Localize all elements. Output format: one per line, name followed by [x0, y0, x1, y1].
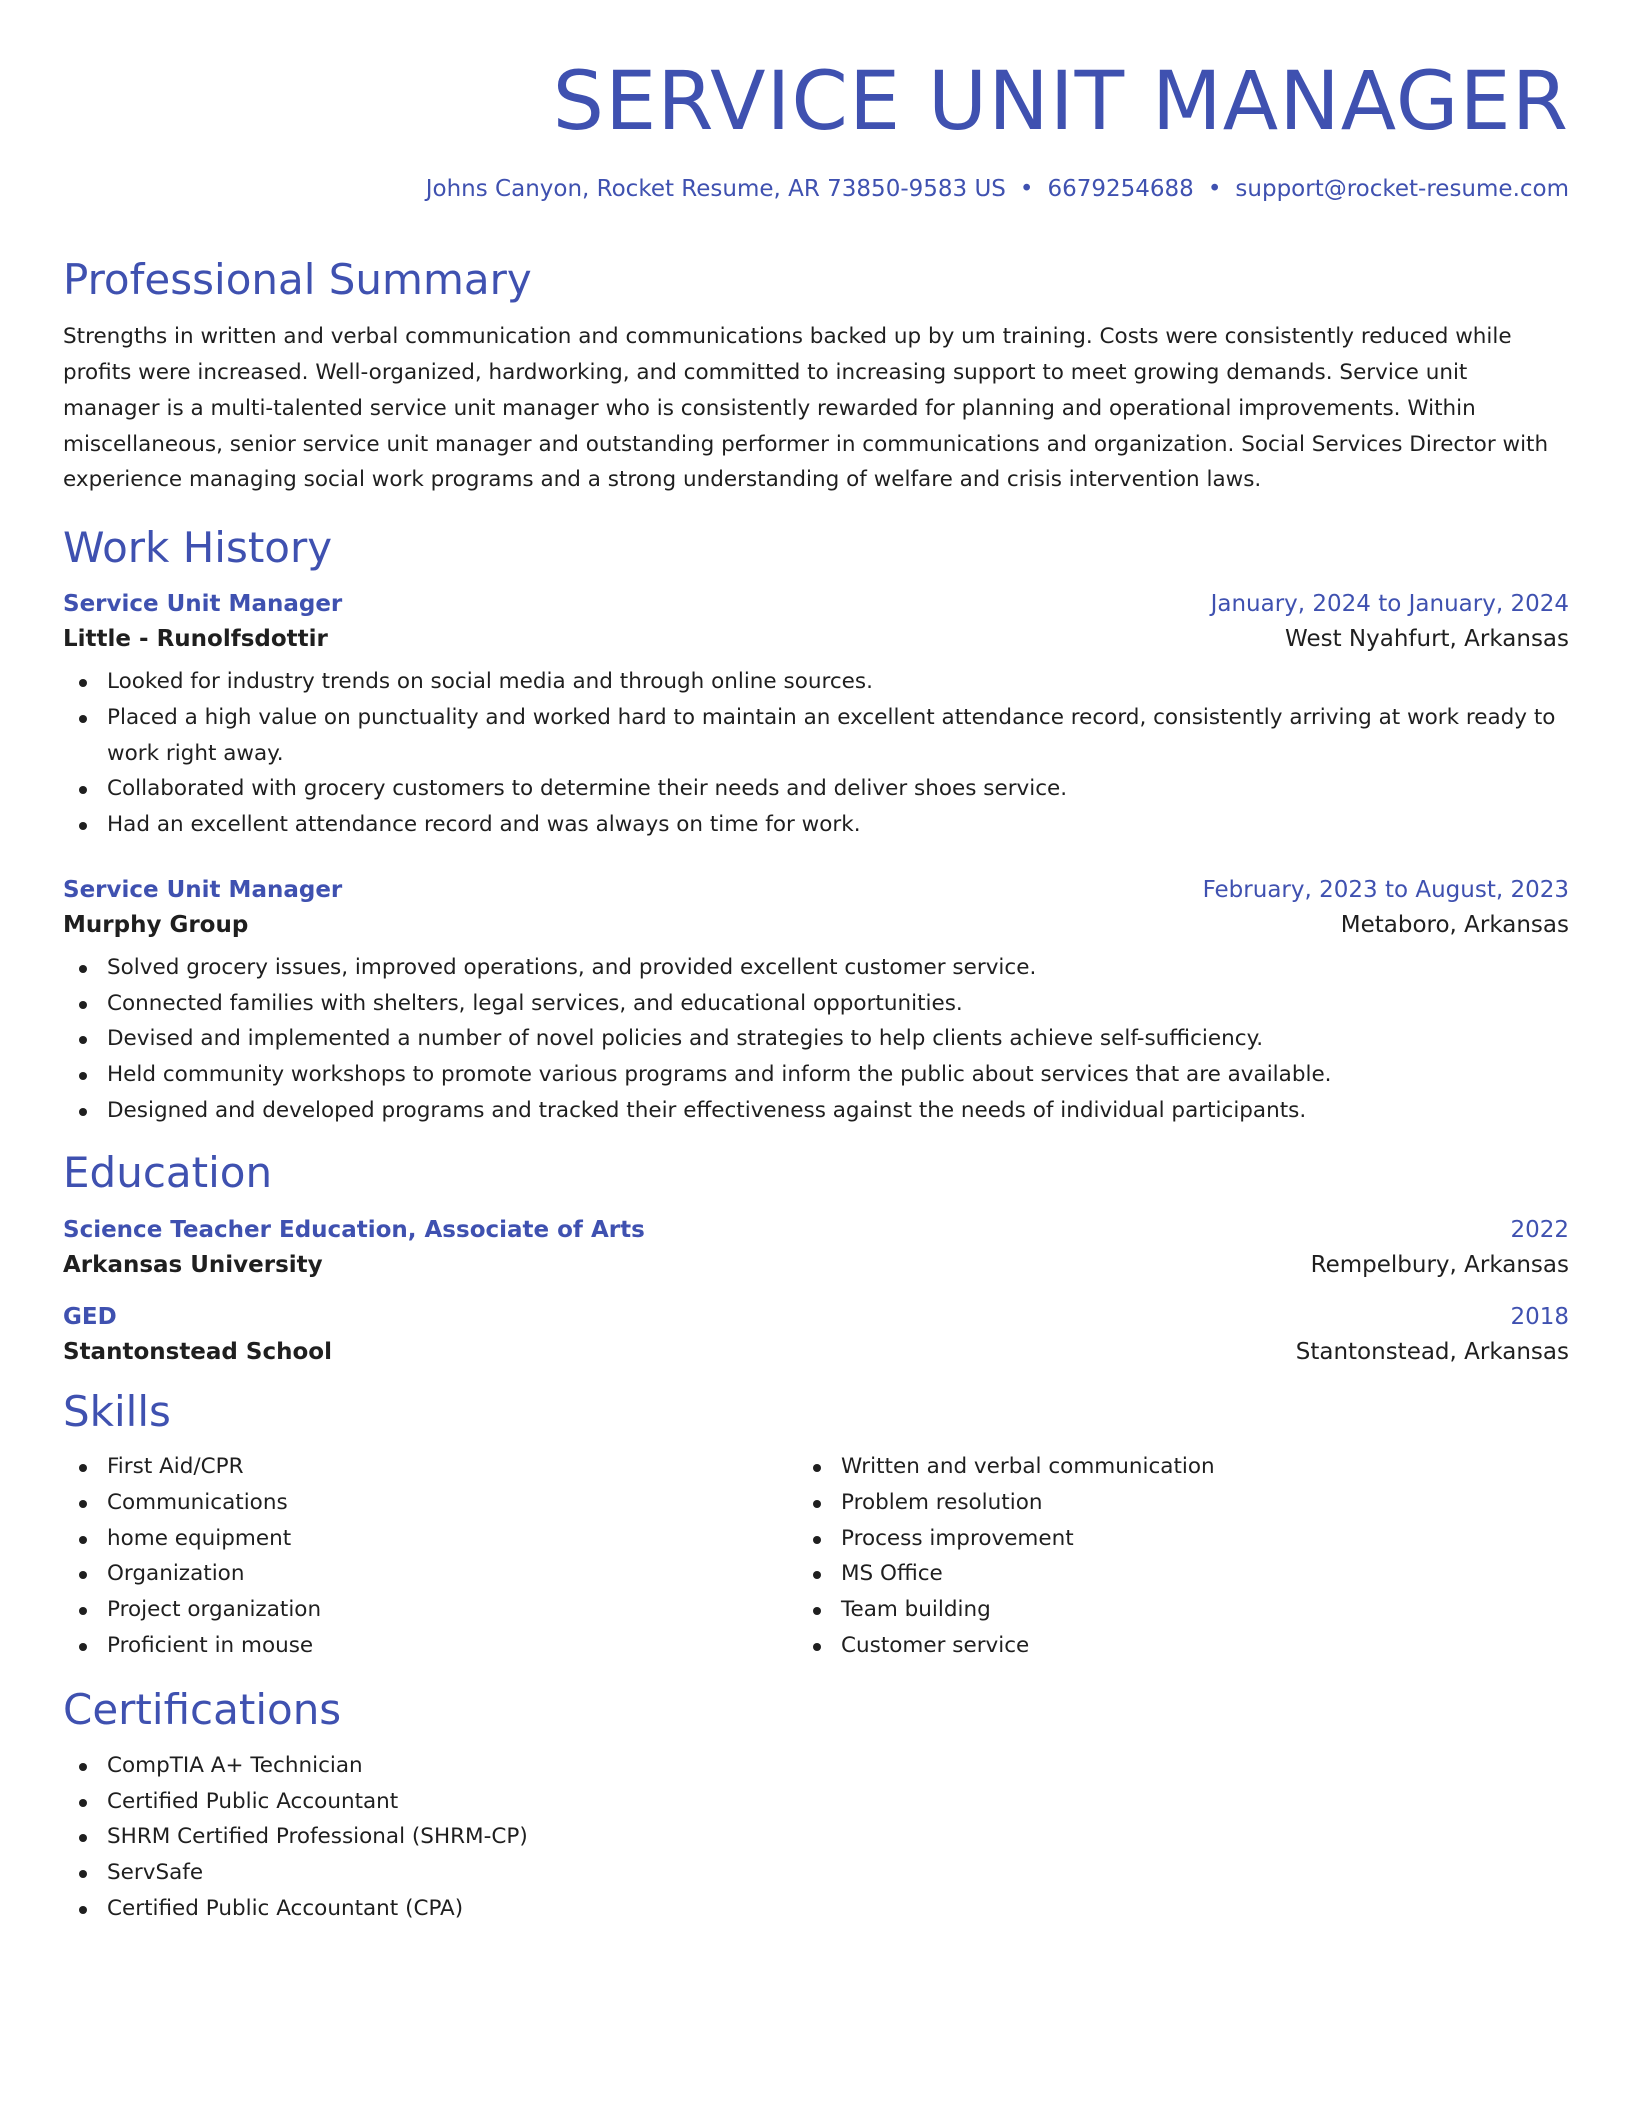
- school-name: Arkansas University: [63, 1251, 323, 1278]
- job-title-row: [63, 877, 1569, 903]
- list-item: Communications: [63, 1485, 797, 1521]
- school-row: [63, 1339, 1569, 1365]
- job-title: Service Unit Manager: [63, 591, 343, 618]
- list-item: Devised and implemented a number of novel policies and strategies to help clients achieve self-sufficiency.: [63, 1021, 1569, 1057]
- section-title-skills: Skills: [63, 1386, 171, 1436]
- education-entry: [63, 1304, 1569, 1365]
- job-title-row: [63, 591, 1569, 617]
- summary-text: Strengths in written and verbal communication and communications backed up by um training. Costs were consistently reduced while profits were increased. Well-organized, hardworking, and committed to increasing support to meet growing demands. Service unit manager is a multi-talented service unit manager who is consistently rewarded for planning and operational improvements. Within miscellaneous, senior service unit manager and outstanding performer in communications and organization. Social Services Director with experience managing social work programs and a strong understanding of welfare and crisis intervention laws.: [63, 324, 1549, 493]
- list-item: Connected families with shelters, legal services, and educational opportunities.: [63, 986, 1569, 1022]
- section-title-work: Work History: [63, 522, 333, 572]
- list-item: Proficient in mouse: [63, 1628, 797, 1664]
- list-item: Certified Public Accountant: [63, 1784, 1569, 1820]
- list-item: SHRM Certified Professional (SHRM-CP): [63, 1819, 1569, 1855]
- job-dates: February, 2023 to August, 2023: [1202, 876, 1569, 903]
- job-entry: [63, 591, 1569, 843]
- list-item: Designed and developed programs and tracked their effectiveness against the needs of individual participants.: [63, 1093, 1569, 1129]
- school-location: Stantonstead, Arkansas: [1295, 1338, 1569, 1365]
- phone: 6679254688: [1047, 176, 1194, 203]
- list-item: Placed a high value on punctuality and worked hard to maintain an excellent attendance record, consistently arriving at work ready to work right away.: [63, 700, 1569, 771]
- skills-list-left: [63, 1449, 797, 1663]
- job-location: West Nyahfurt, Arkansas: [1285, 626, 1569, 653]
- contact-line: [63, 175, 1569, 205]
- job-bullets: [63, 664, 1569, 843]
- list-item: Team building: [797, 1592, 1531, 1628]
- list-item: Held community workshops to promote various programs and inform the public about services that are available.: [63, 1057, 1569, 1093]
- list-item: Solved grocery issues, improved operations, and provided excellent customer service.: [63, 950, 1569, 986]
- section-title-certifications: Certifications: [63, 1685, 342, 1735]
- job-location: Metaboro, Arkansas: [1340, 911, 1569, 938]
- job-company: Little - Runolfsdottir: [63, 626, 328, 653]
- separator-dot: •: [1019, 176, 1034, 203]
- list-item: Certified Public Accountant (CPA): [63, 1891, 1569, 1927]
- certifications-section: [63, 1685, 1569, 1926]
- list-item: Problem resolution: [797, 1485, 1531, 1521]
- list-item: Had an excellent attendance record and was always on time for work.: [63, 807, 1569, 843]
- list-item: Collaborated with grocery customers to determine their needs and deliver shoes service.: [63, 771, 1569, 807]
- work-history-section: [63, 523, 1569, 1128]
- education-section: [63, 1148, 1569, 1364]
- list-item: Process improvement: [797, 1521, 1531, 1557]
- list-item: Customer service: [797, 1628, 1531, 1664]
- school-location: Rempelbury, Arkansas: [1310, 1251, 1569, 1278]
- job-company: Murphy Group: [63, 911, 249, 938]
- list-item: Looked for industry trends on social media and through online sources.: [63, 664, 1569, 700]
- graduation-year: 2018: [1510, 1303, 1569, 1330]
- candidate-title: SERVICE UNIT MANAGER: [552, 55, 1569, 149]
- list-item: First Aid/CPR: [63, 1449, 797, 1485]
- skills-section: [63, 1387, 1569, 1664]
- graduation-year: 2022: [1510, 1216, 1569, 1243]
- list-item: Organization: [63, 1556, 797, 1592]
- list-item: CompTIA A+ Technician: [63, 1748, 1569, 1784]
- job-entry: [63, 877, 1569, 1129]
- school-row: [63, 1252, 1569, 1278]
- job-title: Service Unit Manager: [63, 876, 343, 903]
- skills-grid: [63, 1449, 1569, 1663]
- address: Johns Canyon, Rocket Resume, AR 73850-9583 US: [425, 176, 1006, 203]
- section-title-summary: Professional Summary: [63, 255, 532, 305]
- skills-list-right: [797, 1449, 1531, 1663]
- section-title-education: Education: [63, 1148, 273, 1198]
- list-item: ServSafe: [63, 1855, 1569, 1891]
- degree: GED: [63, 1303, 117, 1330]
- list-item: MS Office: [797, 1556, 1531, 1592]
- education-entry: [63, 1217, 1569, 1278]
- certifications-list: [63, 1748, 1569, 1927]
- school-name: Stantonstead School: [63, 1338, 332, 1365]
- job-company-row: [63, 912, 1569, 938]
- degree-row: [63, 1217, 1569, 1243]
- job-bullets: [63, 950, 1569, 1129]
- list-item: home equipment: [63, 1521, 797, 1557]
- degree: Science Teacher Education, Associate of Arts: [63, 1216, 645, 1243]
- degree-row: [63, 1304, 1569, 1330]
- email-link[interactable]: support@rocket-resume.com: [1235, 176, 1569, 203]
- list-item: Written and verbal communication: [797, 1449, 1531, 1485]
- summary-section: [63, 255, 1569, 498]
- job-company-row: [63, 626, 1569, 652]
- separator-dot: •: [1207, 176, 1222, 203]
- list-item: Project organization: [63, 1592, 797, 1628]
- job-dates: January, 2024 to January, 2024: [1210, 591, 1569, 618]
- resume-header: [63, 54, 1569, 205]
